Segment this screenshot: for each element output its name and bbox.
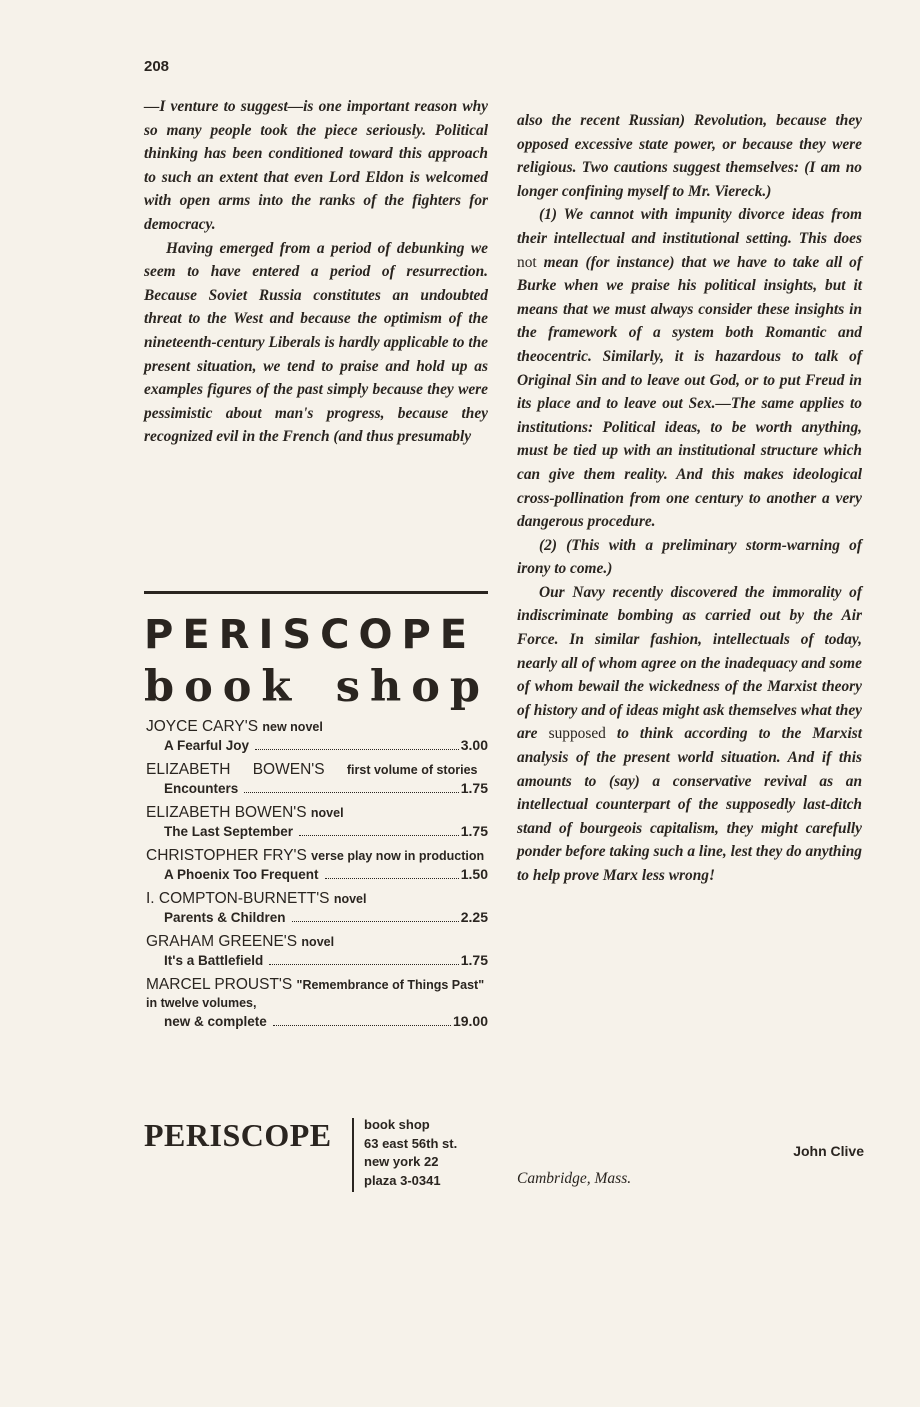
- footer-line: book shop: [364, 1117, 430, 1132]
- book-listing: [146, 976, 488, 1031]
- author-signature: John Clive: [793, 1143, 864, 1159]
- book-price: 1.75: [460, 823, 488, 839]
- leader-dots: [299, 835, 459, 836]
- left-paragraph-2: Having emerged from a period of debunking we seem to have entered a period of resurrection. Because Soviet Russia constitutes an undoubted threat to the West and because the optimism of the nineteenth-century Liberals is hardly applicable to the present situation, we tend to praise and hold up as examples figures of the past simply because they were pessimistic about man's progress, because they recognized evil in the French (and thus presumably: [144, 239, 488, 446]
- leader-dots: [269, 964, 459, 965]
- right-paragraph-2: [517, 203, 862, 533]
- ad-title-periscope: PERISCOPE: [144, 612, 477, 658]
- text-run: mean (for instance) that we have to take all of Burke when we praise his political insights, but it means that we must always consider these insights in the framework of a system both Romantic and theocentric. Similarly, it is hazardous to talk of Original Sin and to leave out God, or to put Freud in its place and to leave out Sex.—The same applies to institutions: Political ideas, to be worth anything, must be tied up with an institutional structure which can give them reality. And this makes ideological cross-pollination from one century to another a very dangerous procedure.: [517, 253, 862, 531]
- ad-title-book: book: [144, 662, 302, 712]
- footer-brand: PERISCOPE: [144, 1117, 332, 1153]
- right-paragraph-1: also the recent Russian) Revolution, because they opposed excessive state power, or because they were religious. Two cautions suggest themselves: (I am no longer confining myself to Mr. Viereck.): [517, 112, 862, 200]
- book-author: I. COMPTON-BURNETT'S: [146, 890, 330, 907]
- book-listing: [146, 761, 488, 798]
- text-run-roman: not: [517, 253, 537, 271]
- text-run: to think according to the Marxist analysis of the present world situation. And if this amounts to (say) a conservative revival as an intellectual counterpart of the supposedly last-ditch stand of bourgeois capitalism, they might carefully ponder before taking such a line, lest they do anything to help prove Marx less wrong!: [517, 725, 862, 884]
- book-kind: "Remembrance of Things Past" in twelve volumes,: [146, 978, 485, 1010]
- book-author: MARCEL PROUST'S: [146, 976, 293, 993]
- book-kind: novel: [301, 935, 335, 949]
- book-listing: [146, 847, 488, 884]
- ad-title-bookshop: [144, 661, 490, 713]
- right-column: [517, 109, 862, 888]
- book-price: 1.50: [460, 866, 488, 882]
- page-number: 208: [144, 58, 170, 75]
- book-author: CHRISTOPHER FRY'S: [146, 847, 307, 864]
- text-run-roman: supposed: [548, 725, 606, 743]
- book-title: A Phoenix Too Frequent: [164, 867, 319, 882]
- leader-dots: [325, 878, 459, 879]
- footer-line: 63 east 56th st.: [364, 1135, 458, 1151]
- leader-dots: [244, 792, 458, 793]
- book-title: A Fearful Joy: [164, 738, 250, 753]
- book-title: The Last September: [164, 824, 294, 839]
- text-run: Our Navy recently discovered the immorality of indiscriminate bombing as carried out by the Air Force. In similar fashion, intellectuals of today, nearly all of whom agree on the inadequacy and some of whom bewail the wickedness of the Marxist theory of history and of ideas might ask themselves what they are: [517, 583, 862, 743]
- right-paragraph-3: (2) (This with a preliminary storm-warning of irony to come.): [517, 536, 862, 578]
- book-price: 3.00: [460, 737, 488, 753]
- book-title: It's a Battlefield: [164, 953, 264, 968]
- book-kind: verse play now in production: [311, 849, 485, 863]
- book-list: [146, 718, 488, 1037]
- text-run: (1) We cannot with impunity divorce ideas from their intellectual and institutional setting. This does: [517, 206, 862, 247]
- book-kind: novel: [333, 892, 367, 906]
- book-price: 1.75: [460, 952, 488, 968]
- footer-divider: [352, 1118, 354, 1192]
- book-kind: novel: [310, 806, 344, 820]
- left-paragraph-1: —I venture to suggest—is one important reason why so many people took the piece seriously. Political thinking has been conditioned toward this approach to such an extent that even Lord Eldon is welcomed with open arms into the ranks of the fighters for democracy.: [144, 98, 488, 233]
- footer-address: [364, 1116, 457, 1190]
- book-listing: [146, 933, 488, 970]
- leader-dots: [255, 749, 459, 750]
- ad-divider-rule: [144, 591, 488, 594]
- book-author: JOYCE CARY'S: [146, 718, 259, 735]
- footer-line: plaza 3-0341: [364, 1172, 441, 1188]
- right-paragraph-4: [517, 581, 862, 888]
- book-price: 2.25: [460, 909, 488, 925]
- left-column: [144, 95, 488, 449]
- book-title: new & complete: [164, 1014, 267, 1029]
- leader-dots: [292, 921, 459, 922]
- book-listing: [146, 718, 488, 755]
- leader-dots: [273, 1025, 451, 1026]
- book-author: GRAHAM GREENE'S: [146, 933, 298, 950]
- ad-title-shop: shop: [335, 662, 490, 712]
- book-title: Encounters: [164, 781, 239, 796]
- book-listing: [146, 804, 488, 841]
- footer-line: new york 22: [364, 1154, 439, 1169]
- book-title: Parents & Children: [164, 910, 286, 925]
- book-kind: first volume of stories: [346, 763, 478, 777]
- book-listing: [146, 890, 488, 927]
- author-location: Cambridge, Mass.: [517, 1170, 632, 1187]
- book-kind: new novel: [262, 720, 323, 734]
- book-author: ELIZABETH BOWEN'S: [146, 804, 307, 821]
- book-price: 1.75: [460, 780, 488, 796]
- book-price: 19.00: [452, 1013, 488, 1029]
- book-author: ELIZABETH BOWEN'S: [146, 761, 325, 778]
